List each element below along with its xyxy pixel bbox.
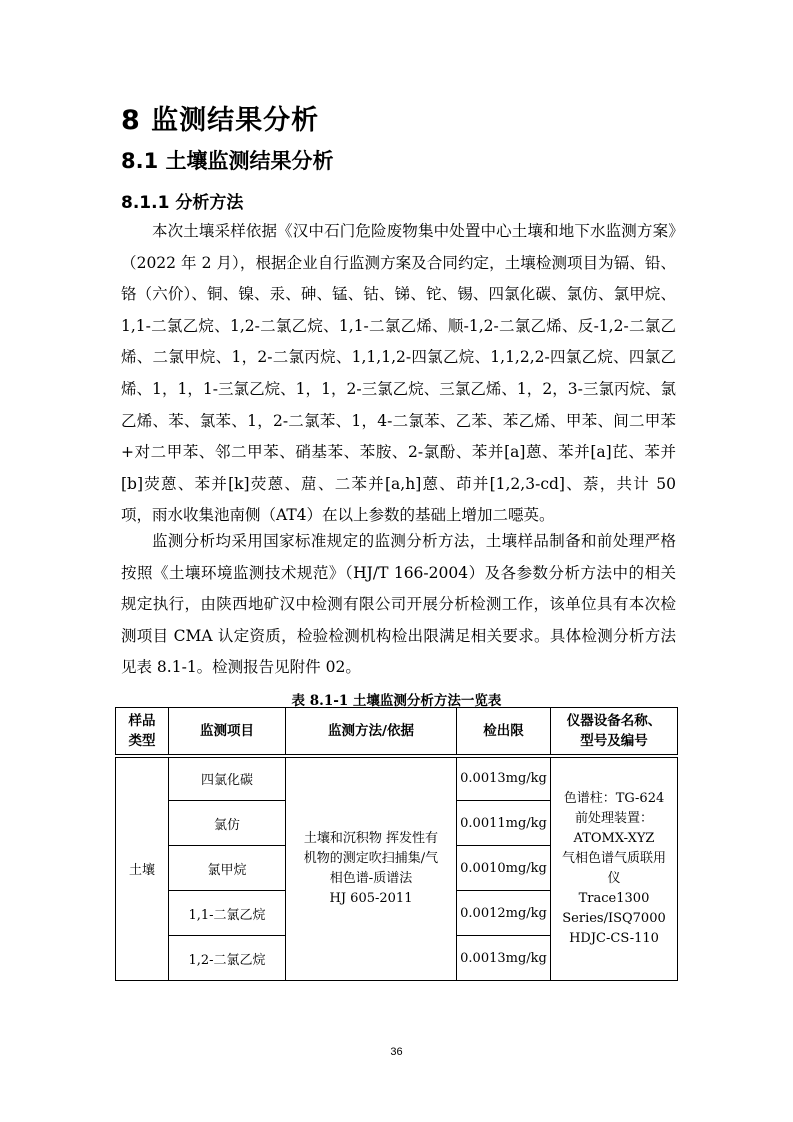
item-cell: 1,2-二氯乙烷 <box>169 936 286 981</box>
instrument-line: 色谱柱：TG-624 <box>563 790 665 806</box>
header-item: 监测项目 <box>169 708 286 756</box>
header-limit: 检出限 <box>457 708 551 756</box>
table-row <box>116 756 678 801</box>
header-instrument <box>551 708 678 756</box>
page-number: 36 <box>390 1046 403 1058</box>
sample-type-cell: 土壤 <box>116 756 169 981</box>
item-cell: 氯甲烷 <box>169 846 286 891</box>
analysis-methods-table <box>115 707 678 981</box>
item-cell: 氯仿 <box>169 801 286 846</box>
item-cell: 1,1-二氯乙烷 <box>169 891 286 936</box>
header-sample-type-line2: 类型 <box>128 732 156 749</box>
method-line: 机物的测定吹扫捕集/气 <box>303 850 439 866</box>
instrument-line: 仪 <box>607 870 621 886</box>
instrument-line: Trace1300 <box>578 890 650 906</box>
limit-cell: 0.0013mg/kg <box>457 936 551 981</box>
table-caption: 表 8.1-1 土壤监测分析方法一览表 <box>291 693 502 709</box>
limit-cell: 0.0010mg/kg <box>457 846 551 891</box>
header-instrument-line1: 仪器设备名称、 <box>566 712 662 729</box>
limit-cell: 0.0013mg/kg <box>457 756 551 801</box>
table-header-row <box>116 708 678 756</box>
instrument-line: 前处理装置： <box>574 810 653 826</box>
limit-cell: 0.0011mg/kg <box>457 801 551 846</box>
method-line: HJ 605-2011 <box>329 890 413 906</box>
instrument-line: Series/ISQ7000 <box>562 910 666 926</box>
paragraph-analysis-methods: 监测分析均采用国家标准规定的监测分析方法，土壤样品制备和前处理严格按照《土壤环境监测技术规范》（HJ/T 166-2004）及各参数分析方法中的相关规定执行，由陕西地矿汉中检测有限公司开展分析检测工作，该单位具有本次检测项目 CMA 认定资质，检验检测机构检出限满足相关要求。具体检测分析方法见表 8.1-1。检测报告见附件 02。 <box>121 532 676 677</box>
paragraph-sampling-basis: 本次土壤采样依据《汉中石门危险废物集中处置中心土壤和地下水监测方案》（2022 年 2 月），根据企业自行监测方案及合同约定，土壤检测项目为镉、铅、铬（六价）、铜、镍、汞、砷、锰、钴、锑、铊、锡、四氯化碳、氯仿、氯甲烷、1,1-二氯乙烷、1,2-二氯乙烷、1,1-二氯乙烯、顺-1,2-二氯乙烯、反-1,2-二氯乙烯、二氯甲烷、1，2-二氯丙烷、1,1,1,2-四氯乙烷、1,1,2,2-四氯乙烷、四氯乙烯、1，1，1-三氯乙烷、1，1，2-三氯乙烷、三氯乙烯、1，2，3-三氯丙烷、氯乙烯、苯、氯苯、1，2-二氯苯、1，4-二氯苯、乙苯、苯乙烯、甲苯、间二甲苯+对二甲苯、邻二甲苯、硝基苯、苯胺、2-氯酚、苯并[a]蒽、苯并[a]芘、苯并[b]荧蒽、苯并[k]荧蒽、䓛、二苯并[a,h]蒽、茚并[1,2,3-cd]、萘，共计 50 项，雨水收集池南侧（AT4）在以上参数的基础上增加二噁英。 <box>121 222 676 525</box>
instrument-line: ATOMX-XYZ <box>573 830 655 846</box>
header-sample-type-line1: 样品 <box>128 712 156 729</box>
limit-cell: 0.0012mg/kg <box>457 891 551 936</box>
method-line: 土壤和沉积物 挥发性有 <box>303 830 439 846</box>
section-heading-8-1-1: 8.1.1 分析方法 <box>121 193 244 213</box>
instrument-cell <box>551 756 678 981</box>
header-method: 监测方法/依据 <box>286 708 457 756</box>
header-sample-type <box>116 708 169 756</box>
item-cell: 四氯化碳 <box>169 756 286 801</box>
method-line: 相色谱-质谱法 <box>329 870 413 886</box>
section-heading-8-1: 8.1 土壤监测结果分析 <box>121 149 334 173</box>
header-instrument-line2: 型号及编号 <box>580 732 648 749</box>
instrument-line: 气相色谱气质联用 <box>561 850 666 866</box>
instrument-line: HDJC-CS-110 <box>569 930 659 946</box>
section-heading-8: 8 监测结果分析 <box>121 105 320 136</box>
method-cell <box>286 756 457 981</box>
